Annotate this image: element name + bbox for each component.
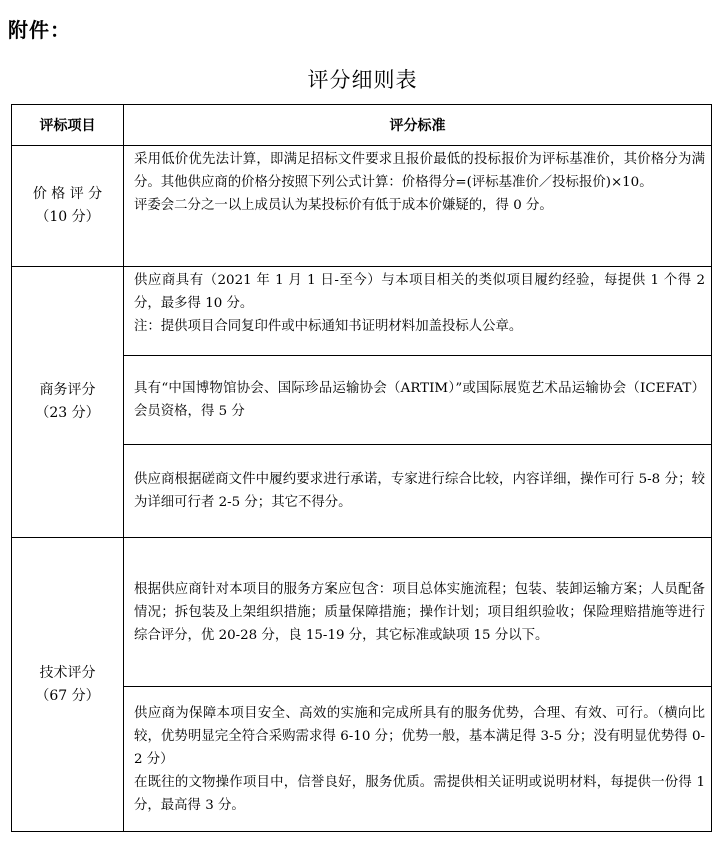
table-header-row [12, 105, 712, 146]
criteria-technical-2 [124, 687, 712, 832]
attachment-label: 附件： [8, 18, 71, 42]
criteria-text: 采用低价优先法计算，即满足招标文件要求且报价最低的投标报价为评标基准价，其价格分为满分。其他供应商的价格分按照下列公式计算：价格得分=(评标基准价／投标报价)×10。 [134, 152, 705, 190]
criteria-text: 在既往的文物操作项目中，信誉良好，服务优质。需提供相关证明或说明材料，每提供一份得 1 分，最高得 3 分。 [134, 774, 705, 813]
criteria-text: 注：提供项目合同复印件或中标通知书证明材料加盖投标人公章。 [134, 319, 523, 334]
table-row-technical-1 [12, 538, 712, 687]
criteria-text: 具有“中国博物馆协会、国际珍品运输协会（ARTIM）”或国际展览艺术品运输协会（ICEFAT）会员资格，得 5 分 [134, 381, 705, 419]
header-criteria: 评分标准 [124, 105, 712, 146]
category-name: 商务评分 [39, 382, 96, 398]
page-title: 评分细则表 [307, 68, 418, 92]
category-business [12, 267, 124, 538]
table-row-price [12, 146, 712, 267]
category-price [12, 146, 124, 267]
criteria-business-2 [124, 356, 712, 445]
criteria-text: 评委会二分之一以上成员认为某投标价有低于成本价嫌疑的，得 0 分。 [134, 198, 553, 213]
category-score: （67 分） [35, 687, 100, 704]
category-name: 价 格 评 分 [32, 186, 103, 202]
criteria-price [124, 146, 712, 267]
criteria-text: 供应商根据磋商文件中履约要求进行承诺，专家进行综合比较，内容详细，操作可行 5-8 分；较为详细可行者 2-5 分；其它不得分。 [134, 472, 705, 510]
category-score: （10 分） [35, 209, 100, 225]
category-technical [12, 538, 124, 832]
scoring-table [11, 104, 712, 832]
criteria-text: 供应商为保障本项目安全、高效的实施和完成所具有的服务优势，合理、有效、可行。（横向比较，优势明显完全符合采购需求得 6-10 分；优势一般，基本满足得 3-5 分；没有明显优势得 0-2 分） [134, 705, 705, 767]
category-score: （23 分） [35, 405, 100, 421]
header-item: 评标项目 [12, 105, 124, 146]
criteria-text: 供应商具有（2021 年 1 月 1 日-至今）与本项目相关的类似项目履约经验，每提供 1 个得 2 分，最多得 10 分。 [134, 273, 705, 311]
criteria-business-1 [124, 267, 712, 356]
category-name: 技术评分 [39, 664, 96, 681]
table-row-business-1 [12, 267, 712, 356]
criteria-technical-1 [124, 538, 712, 687]
criteria-business-3 [124, 445, 712, 538]
criteria-text: 根据供应商针对本项目的服务方案应包含：项目总体实施流程；包装、装卸运输方案；人员配备情况；拆包装及上架组织措施；质量保障措施；操作计划；项目组织验收；保险理赔措施等进行综合评分，优 20-28 分，良 15-19 分，其它标准或缺项 15 分以下。 [134, 581, 705, 643]
